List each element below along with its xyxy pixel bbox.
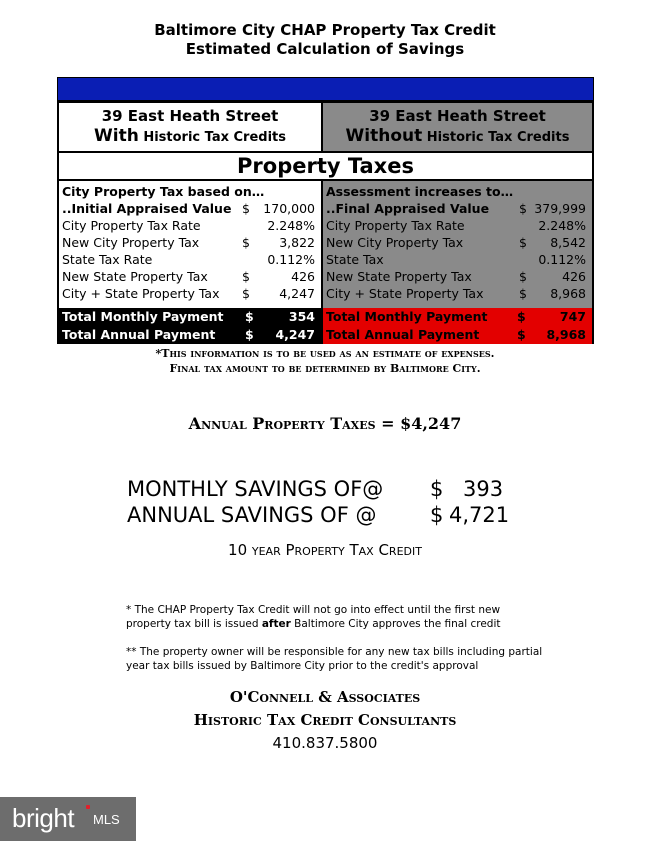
row-value: 2.248% (267, 218, 315, 233)
row-value: 426 (291, 269, 315, 284)
disclaimer-line1: *This information is to be used as an estimate of expenses. (155, 347, 495, 360)
row-label: City + State Property Tax (62, 286, 220, 301)
monthly-savings-value: 393 (463, 477, 504, 501)
annual-savings-value: 4,721 (449, 503, 510, 527)
row-label: Assessment increases to… (326, 184, 514, 199)
row-value: 4,247 (279, 286, 315, 301)
row-currency: $ (519, 235, 527, 250)
row-label: New State Property Tax (326, 269, 472, 284)
logo-brand: bright (12, 803, 75, 833)
with-total-annual (59, 326, 321, 344)
total-label: Total Annual Payment (62, 327, 216, 342)
doc-title-line1: Baltimore City CHAP Property Tax Credit (154, 21, 496, 39)
total-label: Total Monthly Payment (326, 309, 488, 324)
row-label: New City Property Tax (326, 235, 464, 250)
footnote-1-text-end: Baltimore City approves the final credit (290, 618, 501, 630)
with-label-rest: Historic Tax Credits (138, 130, 286, 145)
total-currency: $ (517, 327, 526, 342)
total-label: Total Monthly Payment (62, 309, 224, 324)
total-value: 354 (288, 309, 315, 324)
table-row (323, 251, 592, 268)
footnote-1-emphasis: after (261, 618, 291, 630)
with-credits-header (59, 103, 321, 151)
row-value: 8,542 (550, 235, 586, 250)
row-currency: $ (242, 269, 250, 284)
without-total-monthly (321, 308, 592, 326)
table-row (59, 285, 321, 302)
consultant-name: O'Connell & Associates (229, 688, 421, 706)
table-row (323, 285, 592, 302)
row-value: 426 (562, 269, 586, 284)
total-currency: $ (517, 309, 526, 324)
annual-savings-currency: $ (430, 503, 444, 527)
table-row (323, 183, 592, 200)
credit-title: 10 year Property Tax Credit (228, 541, 422, 559)
row-label: City Property Tax based on… (62, 184, 265, 199)
total-label: Total Annual Payment (326, 327, 480, 342)
table-row (323, 268, 592, 285)
row-label: State Tax Rate (62, 252, 153, 267)
with-credits-column (59, 181, 321, 308)
row-currency: $ (242, 286, 250, 301)
row-value: 2.248% (538, 218, 586, 233)
row-value: 0.112% (538, 252, 586, 267)
with-total-monthly (59, 308, 321, 326)
monthly-savings-label: MONTHLY SAVINGS OF@ (127, 477, 384, 501)
row-value: 0.112% (267, 252, 315, 267)
section-title: Property Taxes (59, 151, 592, 181)
without-credits-header (321, 103, 592, 151)
row-currency: $ (242, 201, 250, 216)
annual-savings-label: ANNUAL SAVINGS OF @ (127, 503, 377, 527)
table-row (59, 251, 321, 268)
disclaimer-line2: Final tax amount to be determined by Baltimore City. (169, 362, 481, 375)
footnote-1-text: * The CHAP Property Tax Credit will not go into effect until the first new property tax bill is issued (126, 604, 501, 630)
table-row (59, 183, 321, 200)
row-currency: $ (519, 286, 527, 301)
row-value: 170,000 (263, 201, 315, 216)
row-label: City Property Tax Rate (326, 218, 465, 233)
monthly-savings-currency: $ (430, 477, 444, 501)
consultant-phone: 410.837.5800 (272, 734, 378, 752)
table-row (59, 217, 321, 234)
consultant-title: Historic Tax Credit Consultants (193, 711, 457, 729)
without-total-annual (321, 326, 592, 344)
total-value: 4,247 (275, 327, 315, 342)
table-row (323, 234, 592, 251)
table-row (59, 268, 321, 285)
row-value: 8,968 (550, 286, 586, 301)
table-row (323, 217, 592, 234)
total-value: 747 (559, 309, 586, 324)
row-label: City + State Property Tax (326, 286, 484, 301)
without-address: 39 East Heath Street (369, 107, 546, 125)
table-row (323, 200, 592, 217)
row-value: 3,822 (279, 235, 315, 250)
total-value: 8,968 (546, 327, 586, 342)
footnote-1 (126, 603, 546, 631)
bright-mls-logo (0, 797, 136, 841)
row-currency: $ (519, 269, 527, 284)
without-label-rest: Historic Tax Credits (422, 130, 570, 145)
logo-accent-icon (86, 805, 90, 809)
row-currency: $ (519, 201, 527, 216)
row-currency: $ (242, 235, 250, 250)
logo-suffix: MLS (93, 812, 120, 827)
header-bar (57, 77, 594, 101)
row-label: ..Initial Appraised Value (62, 201, 232, 216)
without-credits-column (321, 181, 592, 308)
without-label-big: Without (345, 126, 423, 146)
with-address: 39 East Heath Street (101, 107, 279, 125)
total-currency: $ (245, 327, 254, 342)
annual-property-taxes: Annual Property Taxes = $4,247 (188, 414, 462, 433)
table-row (59, 234, 321, 251)
doc-title-line2: Estimated Calculation of Savings (185, 40, 465, 58)
total-currency: $ (245, 309, 254, 324)
row-label: City Property Tax Rate (62, 218, 201, 233)
row-label: New State Property Tax (62, 269, 208, 284)
with-label-big: With (93, 126, 139, 146)
footnote-2: ** The property owner will be responsible for any new tax bills including partial year tax bills issued by Baltimore City prior to the credit's approval (126, 646, 543, 672)
table-row (59, 200, 321, 217)
row-label: ..Final Appraised Value (326, 201, 490, 216)
row-label: State Tax (326, 252, 384, 267)
row-value: 379,999 (534, 201, 586, 216)
row-label: New City Property Tax (62, 235, 200, 250)
